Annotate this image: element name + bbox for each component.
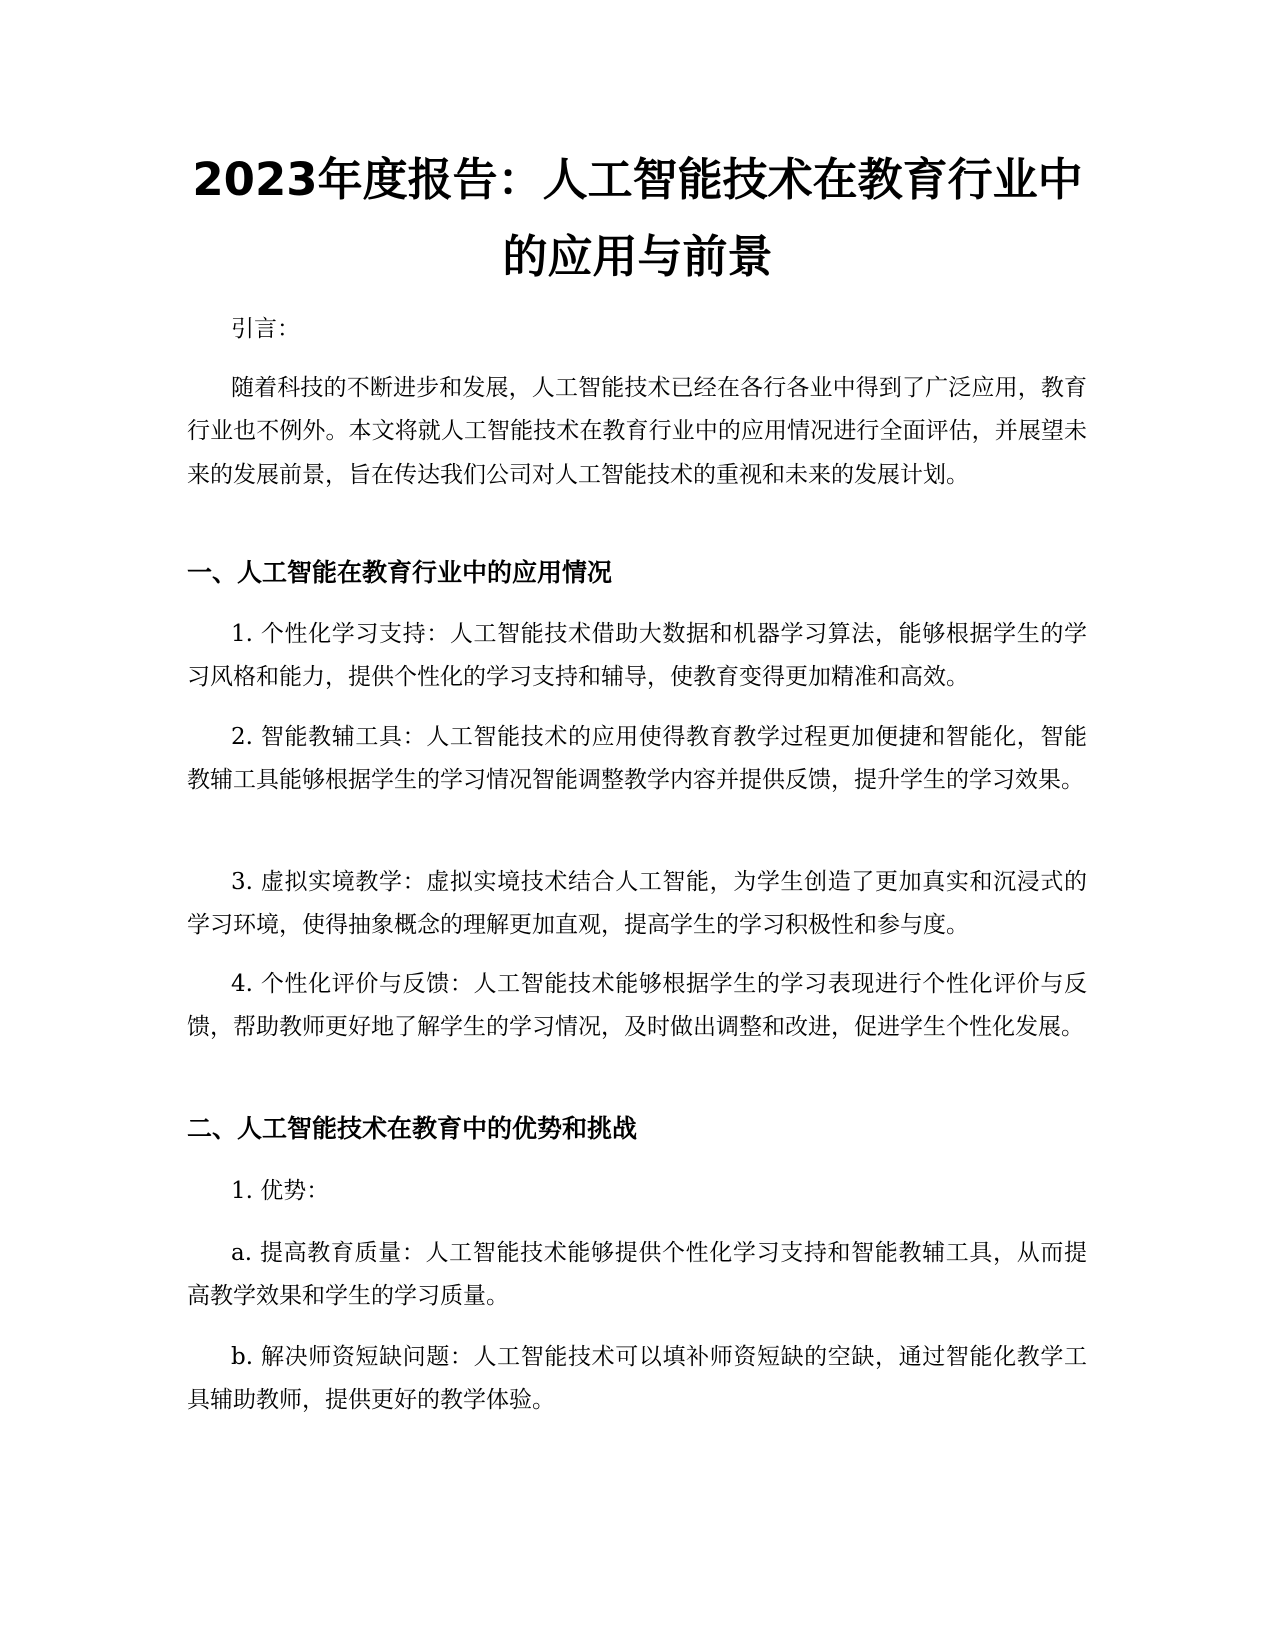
section-1-item-1: 1. 个性化学习支持：人工智能技术借助大数据和机器学习算法，能够根据学生的学习风格和能力，提供个性化的学习支持和辅导，使教育变得更加精准和高效。 xyxy=(187,621,1087,691)
section-1-item-4: 4. 个性化评价与反馈：人工智能技术能够根据学生的学习表现进行个性化评价与反馈，帮助教师更好地了解学生的学习情况，及时做出调整和改进，促进学生个性化发展。 xyxy=(187,971,1087,1041)
section-2-heading: 二、人工智能技术在教育中的优势和挑战 xyxy=(187,1114,638,1143)
document-title-line-1: 2023年度报告：人工智能技术在教育行业中 xyxy=(192,153,1083,206)
intro-paragraph: 随着科技的不断进步和发展，人工智能技术已经在各行各业中得到了广泛应用，教育行业也不例外。本文将就人工智能技术在教育行业中的应用情况进行全面评估，并展望未来的发展前景，旨在传达我们公司对人工智能技术的重视和未来的发展计划。 xyxy=(187,375,1087,488)
section-2-sub-label: 1. 优势： xyxy=(231,1178,330,1204)
intro-label: 引言： xyxy=(231,316,300,342)
section-1-item-3: 3. 虚拟实境教学：虚拟实境技术结合人工智能，为学生创造了更加真实和沉浸式的学习环境，使得抽象概念的理解更加直观，提高学生的学习积极性和参与度。 xyxy=(187,869,1087,939)
section-2-item-a: a. 提高教育质量：人工智能技术能够提供个性化学习支持和智能教辅工具，从而提高教学效果和学生的学习质量。 xyxy=(187,1240,1087,1310)
section-1-item-2: 2. 智能教辅工具：人工智能技术的应用使得教育教学过程更加便捷和智能化，智能教辅工具能够根据学生的学习情况智能调整教学内容并提供反馈，提升学生的学习效果。 xyxy=(187,724,1087,794)
section-2-item-b: b. 解决师资短缺问题：人工智能技术可以填补师资短缺的空缺，通过智能化教学工具辅助教师，提供更好的教学体验。 xyxy=(187,1344,1087,1414)
section-1-heading: 一、人工智能在教育行业中的应用情况 xyxy=(187,558,613,587)
document-title-line-2: 的应用与前景 xyxy=(502,230,773,283)
